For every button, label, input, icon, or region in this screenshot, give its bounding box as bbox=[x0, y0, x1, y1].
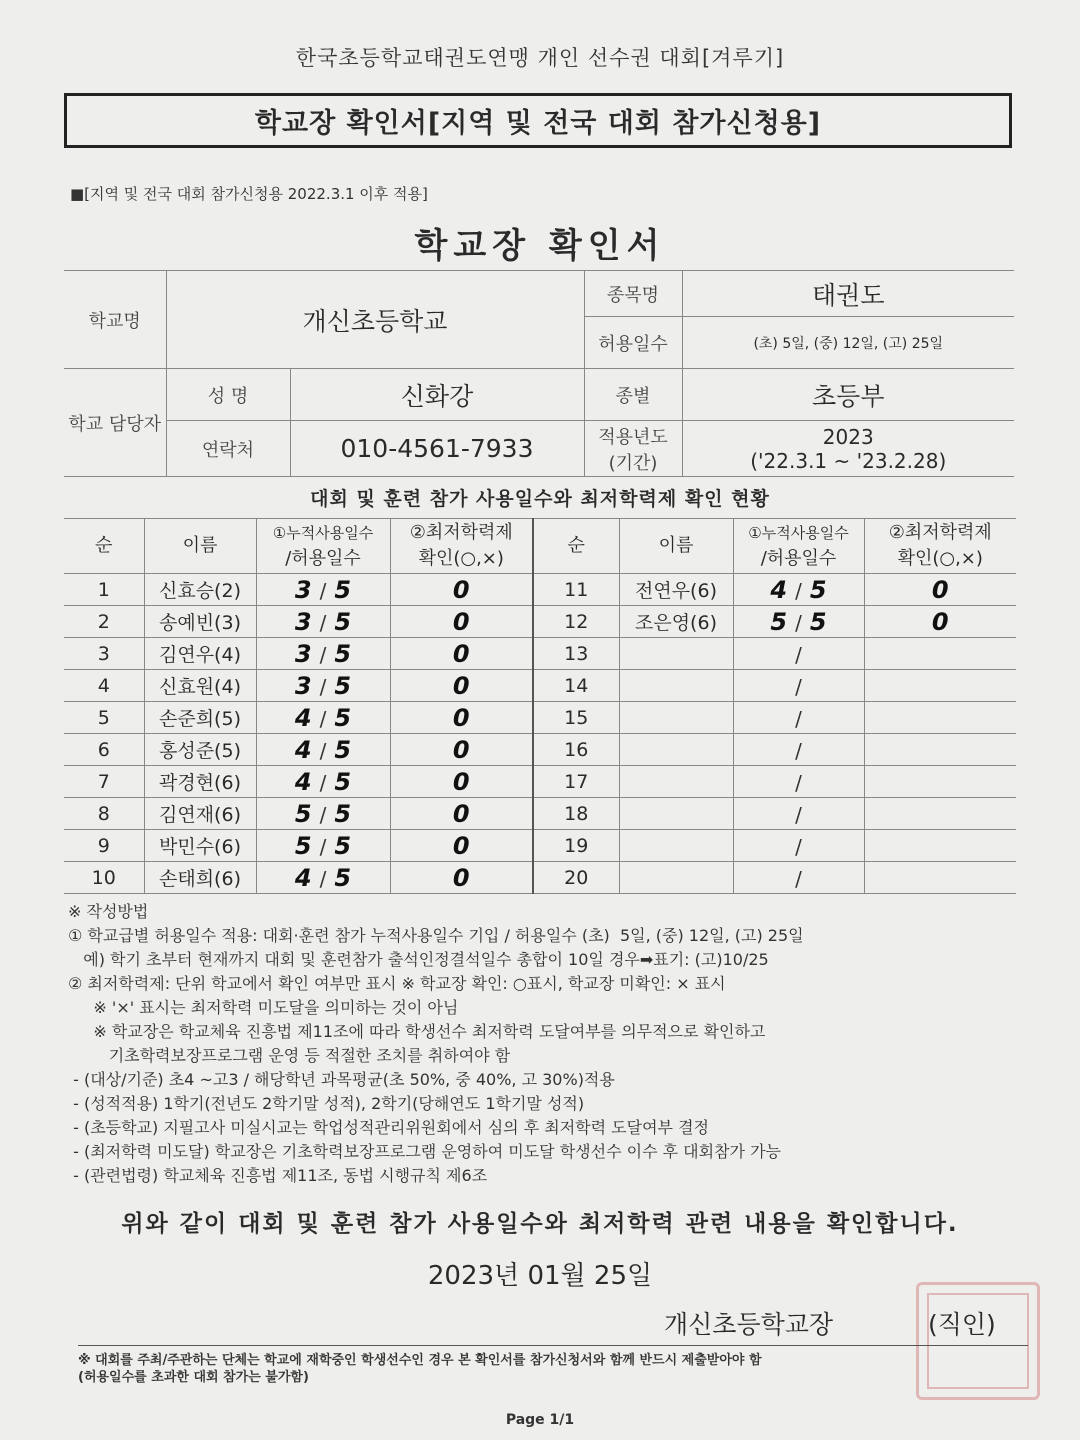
student-name bbox=[619, 734, 733, 766]
instruction-line: ※ 작성방법 bbox=[68, 902, 149, 921]
days-cell bbox=[256, 798, 390, 830]
confirm-mark: 0 bbox=[452, 767, 470, 796]
row-number: 7 bbox=[64, 766, 144, 798]
days-cell bbox=[733, 638, 864, 670]
used-days: 3 bbox=[294, 607, 312, 636]
student-name: 신효원(4) bbox=[144, 670, 256, 702]
days-slash: / bbox=[319, 834, 327, 859]
allowed-days: 5 bbox=[334, 799, 352, 828]
header-confirm: ②최저학력제 확인(○,×) bbox=[390, 519, 533, 574]
student-name bbox=[619, 638, 733, 670]
contact-name-value: 신화강 bbox=[290, 369, 584, 421]
allowed-days: 5 bbox=[334, 575, 352, 604]
roster-row bbox=[64, 862, 1016, 894]
row-number: 20 bbox=[533, 862, 619, 894]
confirm-mark: 0 bbox=[452, 703, 470, 732]
used-days: 4 bbox=[294, 863, 312, 892]
roster-row bbox=[64, 766, 1016, 798]
sport-label: 종목명 bbox=[584, 271, 682, 317]
confirm-cell bbox=[390, 734, 533, 766]
row-number: 16 bbox=[533, 734, 619, 766]
row-number: 2 bbox=[64, 606, 144, 638]
days-slash: / bbox=[795, 834, 802, 859]
year-value: 2023 bbox=[822, 424, 874, 449]
days-slash: / bbox=[795, 610, 802, 635]
roster-row bbox=[64, 702, 1016, 734]
roster-row bbox=[64, 670, 1016, 702]
allowed-days: 5 bbox=[809, 575, 827, 604]
header-name-right: 이름 bbox=[619, 519, 733, 574]
days-slash: / bbox=[319, 642, 327, 667]
student-name bbox=[619, 862, 733, 894]
row-number: 1 bbox=[64, 574, 144, 606]
footer-note bbox=[78, 1345, 1028, 1386]
confirm-cell bbox=[864, 734, 1016, 766]
days-slash: / bbox=[319, 866, 327, 891]
row-number: 8 bbox=[64, 798, 144, 830]
instruction-line: ② 최저학력제: 단위 학교에서 확인 여부만 표시 ※ 학교장 확인: ○표시, 학교장 미확인: × 표시 bbox=[68, 974, 726, 993]
used-days: 5 bbox=[294, 831, 312, 860]
instruction-line: - (최저학력 미도달) 학교장은 기초학력보장프로그램 운영하여 미도달 학생선수 이수 후 대회참가 가능 bbox=[68, 1142, 781, 1161]
days-cell bbox=[733, 670, 864, 702]
student-name bbox=[619, 670, 733, 702]
student-name: 신효승(2) bbox=[144, 574, 256, 606]
days-slash: / bbox=[795, 770, 802, 795]
instruction-line: ※ '×' 표시는 최저학력 미도달을 의미하는 것이 아님 bbox=[68, 998, 459, 1017]
name-label: 성 명 bbox=[166, 369, 290, 421]
confirm-mark: 0 bbox=[452, 639, 470, 668]
row-number: 17 bbox=[533, 766, 619, 798]
student-name: 송예빈(3) bbox=[144, 606, 256, 638]
days-cell bbox=[256, 702, 390, 734]
header-no: 순 bbox=[64, 519, 144, 574]
confirm-cell bbox=[390, 606, 533, 638]
confirm-cell bbox=[864, 862, 1016, 894]
instruction-line: - (초등학교) 지필고사 미실시교는 학업성적관리위원회에서 심의 후 최저학력 도달여부 결정 bbox=[68, 1118, 709, 1137]
year-label-line2: (기간) bbox=[608, 452, 658, 474]
row-number: 6 bbox=[64, 734, 144, 766]
year-value-cell bbox=[682, 421, 1014, 477]
confirm-cell bbox=[864, 638, 1016, 670]
roster-row bbox=[64, 574, 1016, 606]
period-value: ('22.3.1 ~ '23.2.28) bbox=[750, 448, 947, 473]
footer-line-1: ※ 대회를 주최/주관하는 단체는 학교에 재학중인 학생선수인 경우 본 확인서를 참가신청서와 함께 반드시 제출받아야 함 bbox=[78, 1353, 762, 1368]
confirm-cell bbox=[390, 702, 533, 734]
document-title: 학교장 확인서 bbox=[414, 226, 666, 266]
applicability-note: ■[지역 및 전국 대회 참가신청용 2022.3.1 이후 적용] bbox=[70, 185, 428, 203]
contact-person-label: 학교 담당자 bbox=[64, 369, 166, 477]
days-slash: / bbox=[319, 770, 327, 795]
used-days: 3 bbox=[294, 575, 312, 604]
year-label-line1: 적용년도 bbox=[598, 426, 668, 448]
confirm-mark: 0 bbox=[452, 799, 470, 828]
confirm-cell bbox=[864, 766, 1016, 798]
confirm-cell bbox=[390, 862, 533, 894]
row-number: 3 bbox=[64, 638, 144, 670]
row-number: 15 bbox=[533, 702, 619, 734]
student-name: 전연우(6) bbox=[619, 574, 733, 606]
days-cell bbox=[256, 830, 390, 862]
used-days: 5 bbox=[294, 799, 312, 828]
section-title: 대회 및 훈련 참가 사용일수와 최저학력제 확인 현황 bbox=[310, 488, 770, 510]
confirm-cell bbox=[864, 702, 1016, 734]
roster-row bbox=[64, 606, 1016, 638]
days-slash: / bbox=[795, 866, 802, 891]
header-confirm-right: ②최저학력제 확인(○,×) bbox=[864, 519, 1016, 574]
days-cell bbox=[733, 830, 864, 862]
student-roster-table bbox=[64, 518, 1016, 894]
allowed-days: 5 bbox=[809, 607, 827, 636]
days-cell bbox=[733, 574, 864, 606]
days-cell bbox=[256, 606, 390, 638]
student-name: 손태희(6) bbox=[144, 862, 256, 894]
confirm-cell bbox=[390, 670, 533, 702]
days-cell bbox=[256, 766, 390, 798]
confirm-cell bbox=[390, 574, 533, 606]
allowed-days-value: (초) 5일, (중) 12일, (고) 25일 bbox=[682, 317, 1014, 369]
instruction-line: - (관련법령) 학교체육 진흥법 제11조, 동법 시행규칙 제6조 bbox=[68, 1166, 488, 1185]
confirm-cell bbox=[390, 638, 533, 670]
days-slash: / bbox=[319, 578, 327, 603]
phone-value: 010-4561-7933 bbox=[290, 421, 584, 477]
student-name: 김연우(4) bbox=[144, 638, 256, 670]
days-slash: / bbox=[319, 610, 327, 635]
issue-date: 2023년 01월 25일 bbox=[427, 1261, 653, 1291]
roster-row bbox=[64, 798, 1016, 830]
header-no-right: 순 bbox=[533, 519, 619, 574]
student-name bbox=[619, 766, 733, 798]
roster-row bbox=[64, 638, 1016, 670]
allowed-days: 5 bbox=[334, 639, 352, 668]
confirmation-statement: 위와 같이 대회 및 훈련 참가 사용일수와 최저학력 관련 내용을 확인합니다. bbox=[121, 1211, 959, 1237]
phone-label: 연락처 bbox=[166, 421, 290, 477]
days-cell bbox=[256, 574, 390, 606]
roster-row bbox=[64, 734, 1016, 766]
confirm-cell bbox=[390, 830, 533, 862]
used-days: 4 bbox=[770, 575, 788, 604]
row-number: 12 bbox=[533, 606, 619, 638]
days-cell bbox=[733, 702, 864, 734]
used-days: 5 bbox=[770, 607, 788, 636]
row-number: 9 bbox=[64, 830, 144, 862]
student-name: 곽경현(6) bbox=[144, 766, 256, 798]
confirm-cell bbox=[864, 574, 1016, 606]
confirm-mark: 0 bbox=[452, 863, 470, 892]
division-value: 초등부 bbox=[682, 369, 1014, 421]
days-cell bbox=[733, 798, 864, 830]
days-cell bbox=[733, 734, 864, 766]
row-number: 5 bbox=[64, 702, 144, 734]
allowed-days: 5 bbox=[334, 735, 352, 764]
header-days: ①누적사용일수 /허용일수 bbox=[256, 519, 390, 574]
used-days: 4 bbox=[294, 767, 312, 796]
sport-value: 태권도 bbox=[682, 271, 1014, 317]
student-name bbox=[619, 702, 733, 734]
instructions bbox=[68, 900, 1018, 1188]
confirm-mark: 0 bbox=[931, 607, 949, 636]
row-number: 13 bbox=[533, 638, 619, 670]
days-slash: / bbox=[319, 802, 327, 827]
days-slash: / bbox=[795, 738, 802, 763]
row-number: 4 bbox=[64, 670, 144, 702]
days-cell bbox=[733, 766, 864, 798]
days-cell bbox=[733, 606, 864, 638]
roster-row bbox=[64, 830, 1016, 862]
page-number: Page 1/1 bbox=[505, 1412, 575, 1428]
days-slash: / bbox=[795, 802, 802, 827]
days-slash: / bbox=[795, 706, 802, 731]
days-cell bbox=[256, 638, 390, 670]
instruction-line: - (대상/기준) 초4 ~고3 / 해당학년 과목평균(초 50%, 중 40%, 고 30%)적용 bbox=[68, 1070, 615, 1089]
confirm-cell bbox=[390, 766, 533, 798]
roster-header-row bbox=[64, 519, 1016, 574]
school-info-table bbox=[64, 270, 1014, 477]
student-name: 홍성준(5) bbox=[144, 734, 256, 766]
header-days-right: ①누적사용일수 /허용일수 bbox=[733, 519, 864, 574]
form-title-box: 학교장 확인서[지역 및 전국 대회 참가신청용] bbox=[64, 93, 1012, 148]
row-number: 11 bbox=[533, 574, 619, 606]
confirm-mark: 0 bbox=[931, 575, 949, 604]
days-cell bbox=[733, 862, 864, 894]
confirm-mark: 0 bbox=[452, 575, 470, 604]
student-name: 손준희(5) bbox=[144, 702, 256, 734]
allowed-days: 5 bbox=[334, 767, 352, 796]
instruction-line: - (성적적용) 1학기(전년도 2학기말 성적), 2학기(당해연도 1학기말 성적) bbox=[68, 1094, 585, 1113]
allowed-days: 5 bbox=[334, 703, 352, 732]
student-name: 박민수(6) bbox=[144, 830, 256, 862]
days-cell bbox=[256, 670, 390, 702]
student-name bbox=[619, 830, 733, 862]
days-slash: / bbox=[795, 642, 802, 667]
instruction-line: ※ 학교장은 학교체육 진흥법 제11조에 따라 학생선수 최저학력 도달여부를 의무적으로 확인하고 bbox=[68, 1022, 766, 1041]
row-number: 19 bbox=[533, 830, 619, 862]
year-label bbox=[584, 421, 682, 477]
school-name-label: 학교명 bbox=[64, 271, 166, 369]
allowed-days-label: 허용일수 bbox=[584, 317, 682, 369]
days-cell bbox=[256, 862, 390, 894]
division-label: 종별 bbox=[584, 369, 682, 421]
confirm-mark: 0 bbox=[452, 831, 470, 860]
used-days: 3 bbox=[294, 639, 312, 668]
confirm-cell bbox=[864, 606, 1016, 638]
days-slash: / bbox=[795, 674, 802, 699]
instruction-line: 기초학력보장프로그램 운영 등 적절한 조치를 취하여야 함 bbox=[68, 1046, 511, 1065]
confirm-cell bbox=[864, 798, 1016, 830]
student-name: 김연재(6) bbox=[144, 798, 256, 830]
seal-mark: (직인) bbox=[928, 1310, 996, 1339]
used-days: 3 bbox=[294, 671, 312, 700]
used-days: 4 bbox=[294, 735, 312, 764]
allowed-days: 5 bbox=[334, 863, 352, 892]
allowed-days: 5 bbox=[334, 671, 352, 700]
competition-header: 한국초등학교태권도연맹 개인 선수권 대회[겨루기] bbox=[295, 46, 785, 70]
school-name-value: 개신초등학교 bbox=[166, 271, 584, 369]
days-cell bbox=[256, 734, 390, 766]
row-number: 18 bbox=[533, 798, 619, 830]
confirm-cell bbox=[864, 670, 1016, 702]
confirm-mark: 0 bbox=[452, 735, 470, 764]
used-days: 4 bbox=[294, 703, 312, 732]
header-name: 이름 bbox=[144, 519, 256, 574]
days-slash: / bbox=[319, 674, 327, 699]
student-name bbox=[619, 798, 733, 830]
confirm-cell bbox=[390, 798, 533, 830]
confirm-mark: 0 bbox=[452, 607, 470, 636]
footer-line-2: (허용일수를 초과한 대회 참가는 불가함) bbox=[78, 1370, 309, 1385]
allowed-days: 5 bbox=[334, 607, 352, 636]
days-slash: / bbox=[795, 578, 802, 603]
principal-title: 개신초등학교장 bbox=[664, 1310, 834, 1339]
days-slash: / bbox=[319, 706, 327, 731]
row-number: 10 bbox=[64, 862, 144, 894]
instruction-line: ① 학교급별 허용일수 적용: 대회·훈련 참가 누적사용일수 기입 / 허용일수 (초) 5일, (중) 12일, (고) 25일 bbox=[68, 926, 804, 945]
student-name: 조은영(6) bbox=[619, 606, 733, 638]
confirm-mark: 0 bbox=[452, 671, 470, 700]
instruction-line: 예) 학기 초부터 현재까지 대회 및 훈련참가 출석인정결석일수 총합이 10일 경우➡표기: (고)10/25 bbox=[68, 950, 769, 969]
row-number: 14 bbox=[533, 670, 619, 702]
allowed-days: 5 bbox=[334, 831, 352, 860]
confirm-cell bbox=[864, 830, 1016, 862]
days-slash: / bbox=[319, 738, 327, 763]
